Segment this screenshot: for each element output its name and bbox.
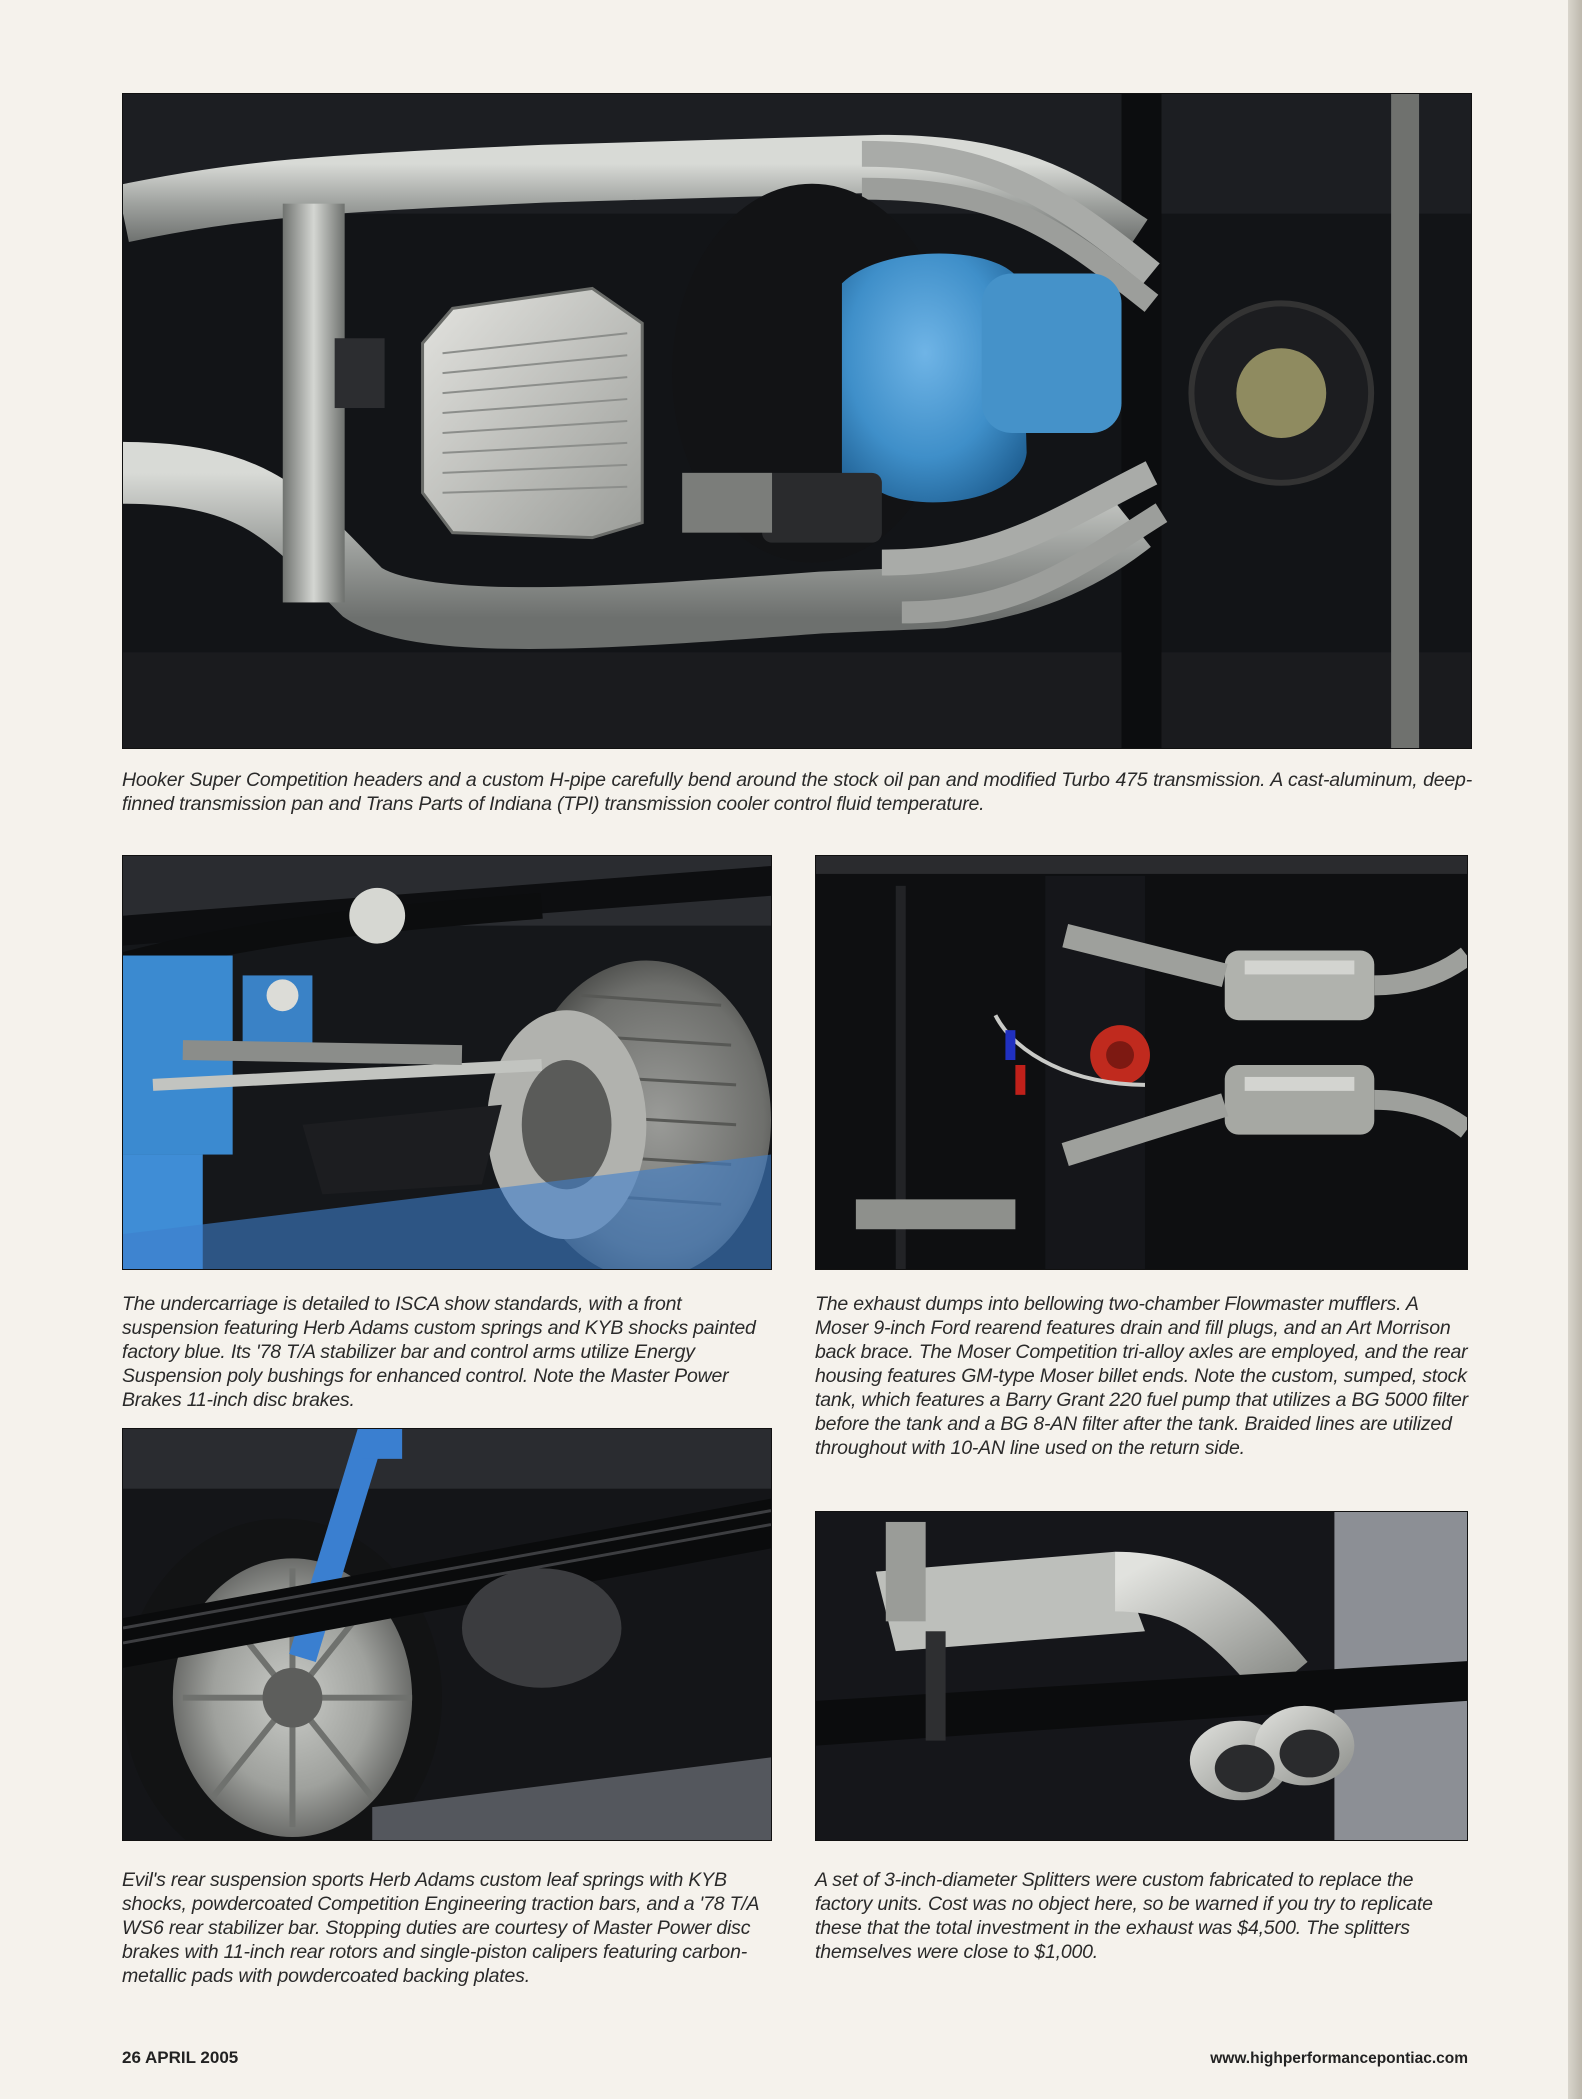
footer-folio (122, 2048, 238, 2068)
photo-front-suspension (122, 855, 772, 1270)
photo-exhaust-splitters (815, 1511, 1468, 1841)
issue-date: APRIL 2005 (145, 2048, 239, 2067)
caption-front-suspension: The undercarriage is detailed to ISCA show standards, with a front suspension featuring Herb Adams custom springs and KYB shocks painted factory blue. Its '78 T/A stabilizer bar and control arms utilize Energy Suspension poly bushings for enhanced control. Note the Master Power Brakes 11-inch disc brakes. (122, 1293, 756, 1411)
page-number: 26 (122, 2048, 141, 2067)
page-edge (1568, 0, 1582, 2099)
caption-exhaust: The exhaust dumps into bellowing two-chamber Flowmaster mufflers. A Moser 9-inch Ford rearend features drain and fill plugs, and an Art Morrison back brace. The Moser Competition tri-alloy axles are employed, and the rear housing features GM-type Moser billet ends. Note the custom, sumped, stock tank, which features a Barry Grant 220 fuel pump that utilizes a BG 5000 filter before the tank and a BG 8-AN filter after the tank. Braided lines are utilized throughout with 10-AN line used on the return side. (815, 1293, 1468, 1459)
caption-headers: Hooker Super Competition headers and a custom H-pipe carefully bend around the stock oil pan and modified Turbo 475 transmission. A cast-aluminum, deep-finned transmission pan and Trans Parts of Indiana (TPI) transmission cooler control fluid temperature. (122, 769, 1472, 815)
footer-website: www.highperformancepontiac.com (1210, 2050, 1468, 2067)
photo-rear-suspension (122, 1428, 772, 1841)
photo-headers-transmission (122, 93, 1472, 749)
caption-splitters: A set of 3-inch-diameter Splitters were custom fabricated to replace the factory units. Cost was no object here, so be warned if you try to replicate these that the total investment in the exhaust was $4,500. The splitters themselves were close to $1,000. (815, 1869, 1433, 1963)
photo-exhaust-mufflers (815, 855, 1468, 1270)
caption-rear-suspension: Evil's rear suspension sports Herb Adams custom leaf springs with KYB shocks, powdercoated Competition Engineering traction bars, and a '78 T/A WS6 rear stabilizer bar. Stopping duties are courtesy of Master Power disc brakes with 11-inch rear rotors and single-piston calipers featuring carbon-metallic pads with powdercoated backing plates. (122, 1869, 759, 1987)
